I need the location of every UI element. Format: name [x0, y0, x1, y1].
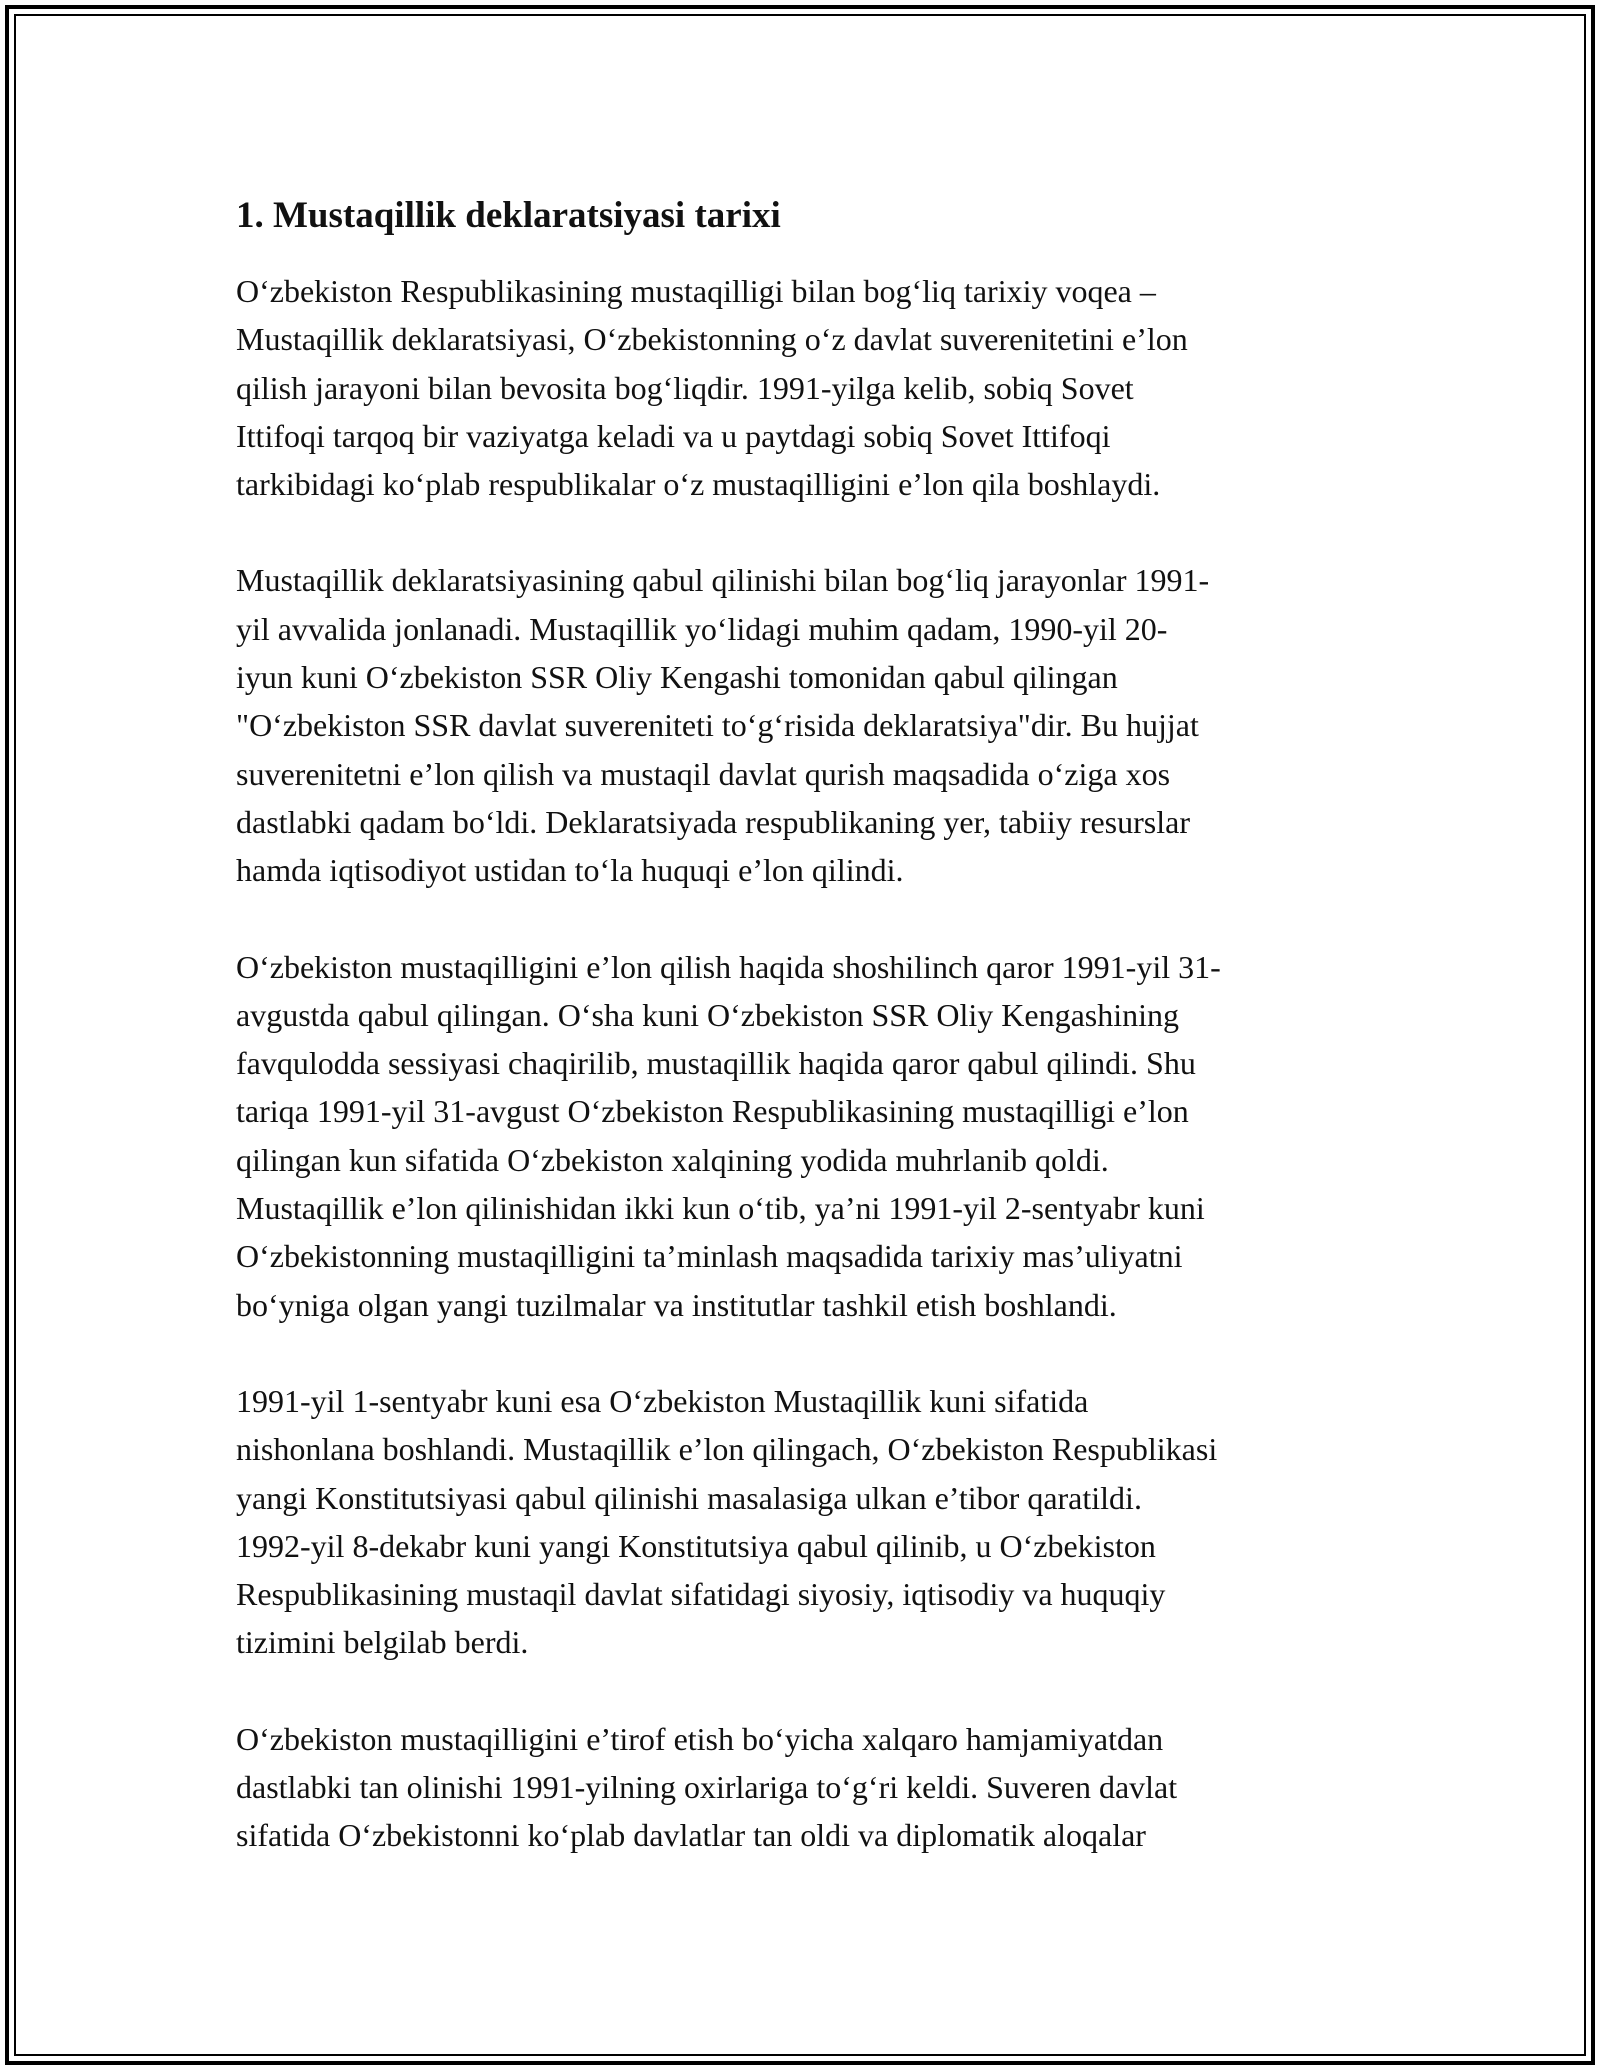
text-line: 1992-yil 8-dekabr kuni yangi Konstitutsiya qabul qilinib, u Oʻzbekiston [236, 1527, 1156, 1564]
text-line: tariqa 1991-yil 31-avgust Oʻzbekiston Respublikasining mustaqilligi e’lon [236, 1093, 1189, 1130]
text-line: Respublikasining mustaqil davlat sifatidagi siyosiy, iqtisodiy va huquqiy [236, 1576, 1166, 1613]
text-line: Mustaqillik deklaratsiyasi, Oʻzbekistonning oʻz davlat suverenitetini e’lon [236, 321, 1188, 358]
text-line: dastlabki tan olinishi 1991-yilning oxirlariga toʻgʻri keldi. Suveren davlat [236, 1769, 1178, 1806]
text-line: "Oʻzbekiston SSR davlat suvereniteti toʻgʻrisida deklaratsiya"dir. Bu hujjat [236, 707, 1199, 744]
paragraph [236, 943, 1371, 1329]
text-line: Oʻzbekiston mustaqilligini e’lon qilish haqida shoshilinch qaror 1991-yil 31- [236, 948, 1221, 985]
document-body [236, 185, 1371, 1908]
text-line: tarkibidagi koʻplab respublikalar oʻz mustaqilligini e’lon qila boshlaydi. [236, 466, 1161, 503]
text-line: suverenitetni e’lon qilish va mustaqil davlat qurish maqsadida oʻziga xos [236, 755, 1171, 792]
text-line: boʻyniga olgan yangi tuzilmalar va institutlar tashkil etish boshlandi. [236, 1286, 1117, 1323]
text-line: yil avvalida jonlanadi. Mustaqillik yoʻlidagi muhim qadam, 1990-yil 20- [236, 610, 1168, 647]
text-line: qilingan kun sifatida Oʻzbekiston xalqining yodida muhrlanib qoldi. [236, 1141, 1109, 1178]
paragraph [236, 556, 1371, 894]
text-line: favqulodda sessiyasi chaqirilib, mustaqillik haqida qaror qabul qilindi. Shu [236, 1045, 1196, 1082]
paragraph [236, 1715, 1371, 1860]
text-line: dastlabki qadam boʻldi. Deklaratsiyada respublikaning yer, tabiiy resurslar [236, 803, 1190, 840]
text-line: sifatida Oʻzbekistonni koʻplab davlatlar tan oldi va diplomatik aloqalar [236, 1817, 1146, 1854]
text-line: iyun kuni Oʻzbekiston SSR Oliy Kengashi tomonidan qabul qilingan [236, 659, 1118, 696]
text-line: yangi Konstitutsiyasi qabul qilinishi masalasiga ulkan e’tibor qaratildi. [236, 1479, 1142, 1516]
text-line: hamda iqtisodiyot ustidan toʻla huquqi e’lon qilindi. [236, 852, 904, 889]
text-line: nishonlana boshlandi. Mustaqillik e’lon qilingach, Oʻzbekiston Respublikasi [236, 1431, 1218, 1468]
paragraph [236, 1377, 1371, 1667]
text-line: tizimini belgilab berdi. [236, 1624, 529, 1661]
text-line: Oʻzbekiston Respublikasining mustaqilligi bilan bogʻliq tarixiy voqea – [236, 273, 1156, 309]
text-line: 1991-yil 1-sentyabr kuni esa Oʻzbekiston Mustaqillik kuni sifatida [236, 1382, 1089, 1419]
text-line: Oʻzbekistonning mustaqilligini ta’minlash maqsadida tarixiy mas’uliyatni [236, 1238, 1183, 1275]
text-line: avgustda qabul qilingan. Oʻsha kuni Oʻzbekiston SSR Oliy Kengashining [236, 996, 1180, 1033]
paragraph-list [236, 267, 1371, 1860]
text-line: Ittifoqi tarqoq bir vaziyatga keladi va u paytdagi sobiq Sovet Ittifoqi [236, 417, 1111, 454]
text-line: Mustaqillik e’lon qilinishidan ikki kun oʻtib, ya’ni 1991-yil 2-sentyabr kuni [236, 1190, 1205, 1227]
text-line: Mustaqillik deklaratsiyasining qabul qilinishi bilan bogʻliq jarayonlar 1991- [236, 562, 1210, 599]
text-line: Oʻzbekiston mustaqilligini e’tirof etish boʻyicha xalqaro hamjamiyatdan [236, 1720, 1164, 1757]
text-line: qilish jarayoni bilan bevosita bogʻliqdir. 1991-yilga kelib, sobiq Sovet [236, 369, 1134, 406]
paragraph [236, 267, 1371, 508]
section-heading: 1. Mustaqillik deklaratsiyasi tarixi [236, 195, 781, 236]
